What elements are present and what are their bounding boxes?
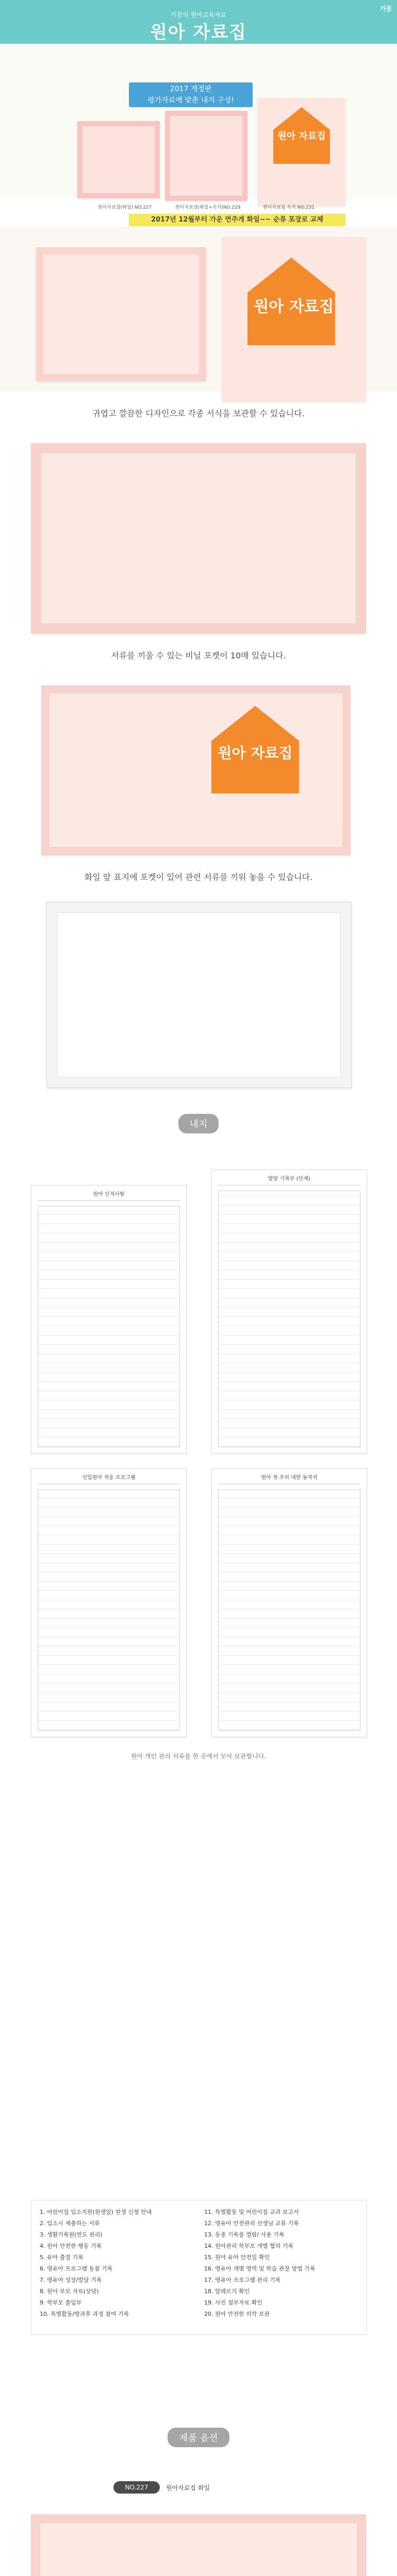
section-options-tag: 제품 옵션 (168, 2428, 229, 2447)
option-pill: NO.227 (113, 2481, 160, 2494)
hero2-cover (222, 237, 366, 402)
list-item: 5. 유아 출결 기록 (40, 2254, 84, 2261)
doc-page-4 (211, 1468, 367, 1737)
hero2-folder-inner (43, 255, 199, 374)
doc-page-4-title: 원아 첫 주의 대한 동작지 (261, 1475, 318, 1481)
list-item: 20. 원아 안전한 의약 보관 (204, 2311, 270, 2317)
doc-page-2-title: 발달 기록부 (단계) (268, 1176, 310, 1182)
pocket-folder (31, 443, 366, 634)
cover-title: 원아 자료집 (277, 131, 326, 142)
hero2-folder (36, 247, 206, 381)
doc-page-1-table (38, 1206, 180, 1447)
contents-list-left (40, 2207, 194, 2320)
badge-line-1: 2017 개정판 (170, 85, 212, 93)
caption-1: 귀엽고 깔끔한 디자인으로 각종 서식을 보관할 수 있습니다. (92, 409, 305, 418)
header-title: 원아 자료집 (150, 22, 247, 43)
front-pocket-title: 원아 자료집 (218, 744, 293, 761)
open-binder-inner (57, 912, 341, 1077)
doc-page-2-table (218, 1191, 360, 1447)
caption-3: 화일 앞 표지에 포켓이 있어 관련 서류를 끼워 놓을 수 있습니다. (84, 872, 313, 882)
list-item: 10. 특별활동/방과후 과정 참여 기록 (40, 2311, 129, 2317)
list-item: 1. 어린이집 입소지원(원생일) 원생 신청 안내 (40, 2209, 152, 2215)
folder-left-inner (82, 126, 155, 193)
list-item: 14. 원아관리 학부모 개별 협의 기록 (204, 2243, 294, 2249)
list-item: 11. 특별활동 및 어린이집 교과 보고서 (204, 2209, 299, 2215)
front-pocket-folder (41, 685, 351, 855)
open-binder (46, 902, 352, 1088)
pocket-inner (41, 453, 356, 623)
list-item: 4. 원아 안전한 행동 기록 (40, 2243, 102, 2249)
list-item: 9. 학부모 출입부 (40, 2299, 82, 2306)
contents-list-right (204, 2207, 359, 2320)
list-item: 12. 영유아 안전관리 선생님 교류 기록 (204, 2220, 299, 2227)
section-inner (0, 1103, 397, 1144)
section-inner-tag: 내지 (178, 1114, 219, 1133)
doc-page-2 (211, 1170, 367, 1454)
option-folder-photo (31, 2514, 366, 2576)
doc-page-4-table (218, 1489, 360, 1731)
list-item: 18. 알레르기 확인 (204, 2288, 250, 2295)
doc-page-1 (31, 1185, 187, 1454)
doc-line (38, 1200, 180, 1201)
hero2-cover-title: 원아 자료집 (254, 298, 334, 316)
doc-page-3 (31, 1468, 187, 1737)
folder-left (77, 121, 160, 198)
list-item: 2. 입소시 제출하는 서류 (40, 2220, 100, 2227)
list-item: 19. 사진 첨부자료 확인 (204, 2299, 262, 2306)
doc-page-3-table (38, 1489, 180, 1731)
option-label: 원아자료집 화일 (166, 2484, 210, 2492)
option-row (113, 2478, 284, 2497)
list-item: 8. 원아 부모 자료(상담) (40, 2288, 99, 2295)
note-231: 원아자료집 속지 NO.231 (263, 205, 315, 210)
doc-page-1-title: 원아 인적사항 (93, 1192, 125, 1197)
section-options (0, 2416, 397, 2458)
option-folder-inner (40, 2523, 357, 2576)
folder-middle-inner (170, 116, 242, 196)
list-item: 13. 동종 기록물 열람/ 사용 기록 (204, 2231, 285, 2238)
list-item: 16. 영유아 개별 영역 및 학습 관찰 방법 기록 (204, 2265, 316, 2272)
brand-logo: 가꿈 (379, 5, 392, 12)
folder-cover (258, 98, 345, 206)
badge-line-2: 평가자료에 맞춘 내지 구성! (147, 96, 234, 105)
badge (129, 82, 253, 107)
list-item: 6. 영유아 프로그램 동참 기록 (40, 2265, 113, 2272)
list-item: 7. 영유아 성장/발달 기록 (40, 2277, 102, 2283)
folder-middle (165, 111, 247, 201)
doc-page-3-title: 신입원아 적응 프로그램 (82, 1475, 136, 1481)
note-229: 원아자료집(화일+속지)NO.229 (175, 205, 241, 210)
pages-caption: 원아 개인 관리 서류를 한 곳에서 모아 보관합니다. (130, 1753, 267, 1760)
list-item: 17. 영유아 프로그램 관리 기록 (204, 2277, 281, 2283)
caption-2: 서류를 끼울 수 있는 비닐 포켓이 10매 있습니다. (111, 651, 286, 660)
list-item: 3. 생활기록원(연도 관리) (40, 2231, 103, 2238)
list-item: 15. 원아 유아 안전일 확인 (204, 2254, 270, 2261)
header-subtitle: 가꿈의 원아교육자료 (170, 11, 227, 19)
note-227: 원아자료집(화일) NO.227 (98, 205, 152, 210)
yellow-note: 2017년 12월부터 가운 연주개 화일~~ 순류 포장로 교체 (129, 214, 345, 226)
contents-list (31, 2200, 367, 2335)
